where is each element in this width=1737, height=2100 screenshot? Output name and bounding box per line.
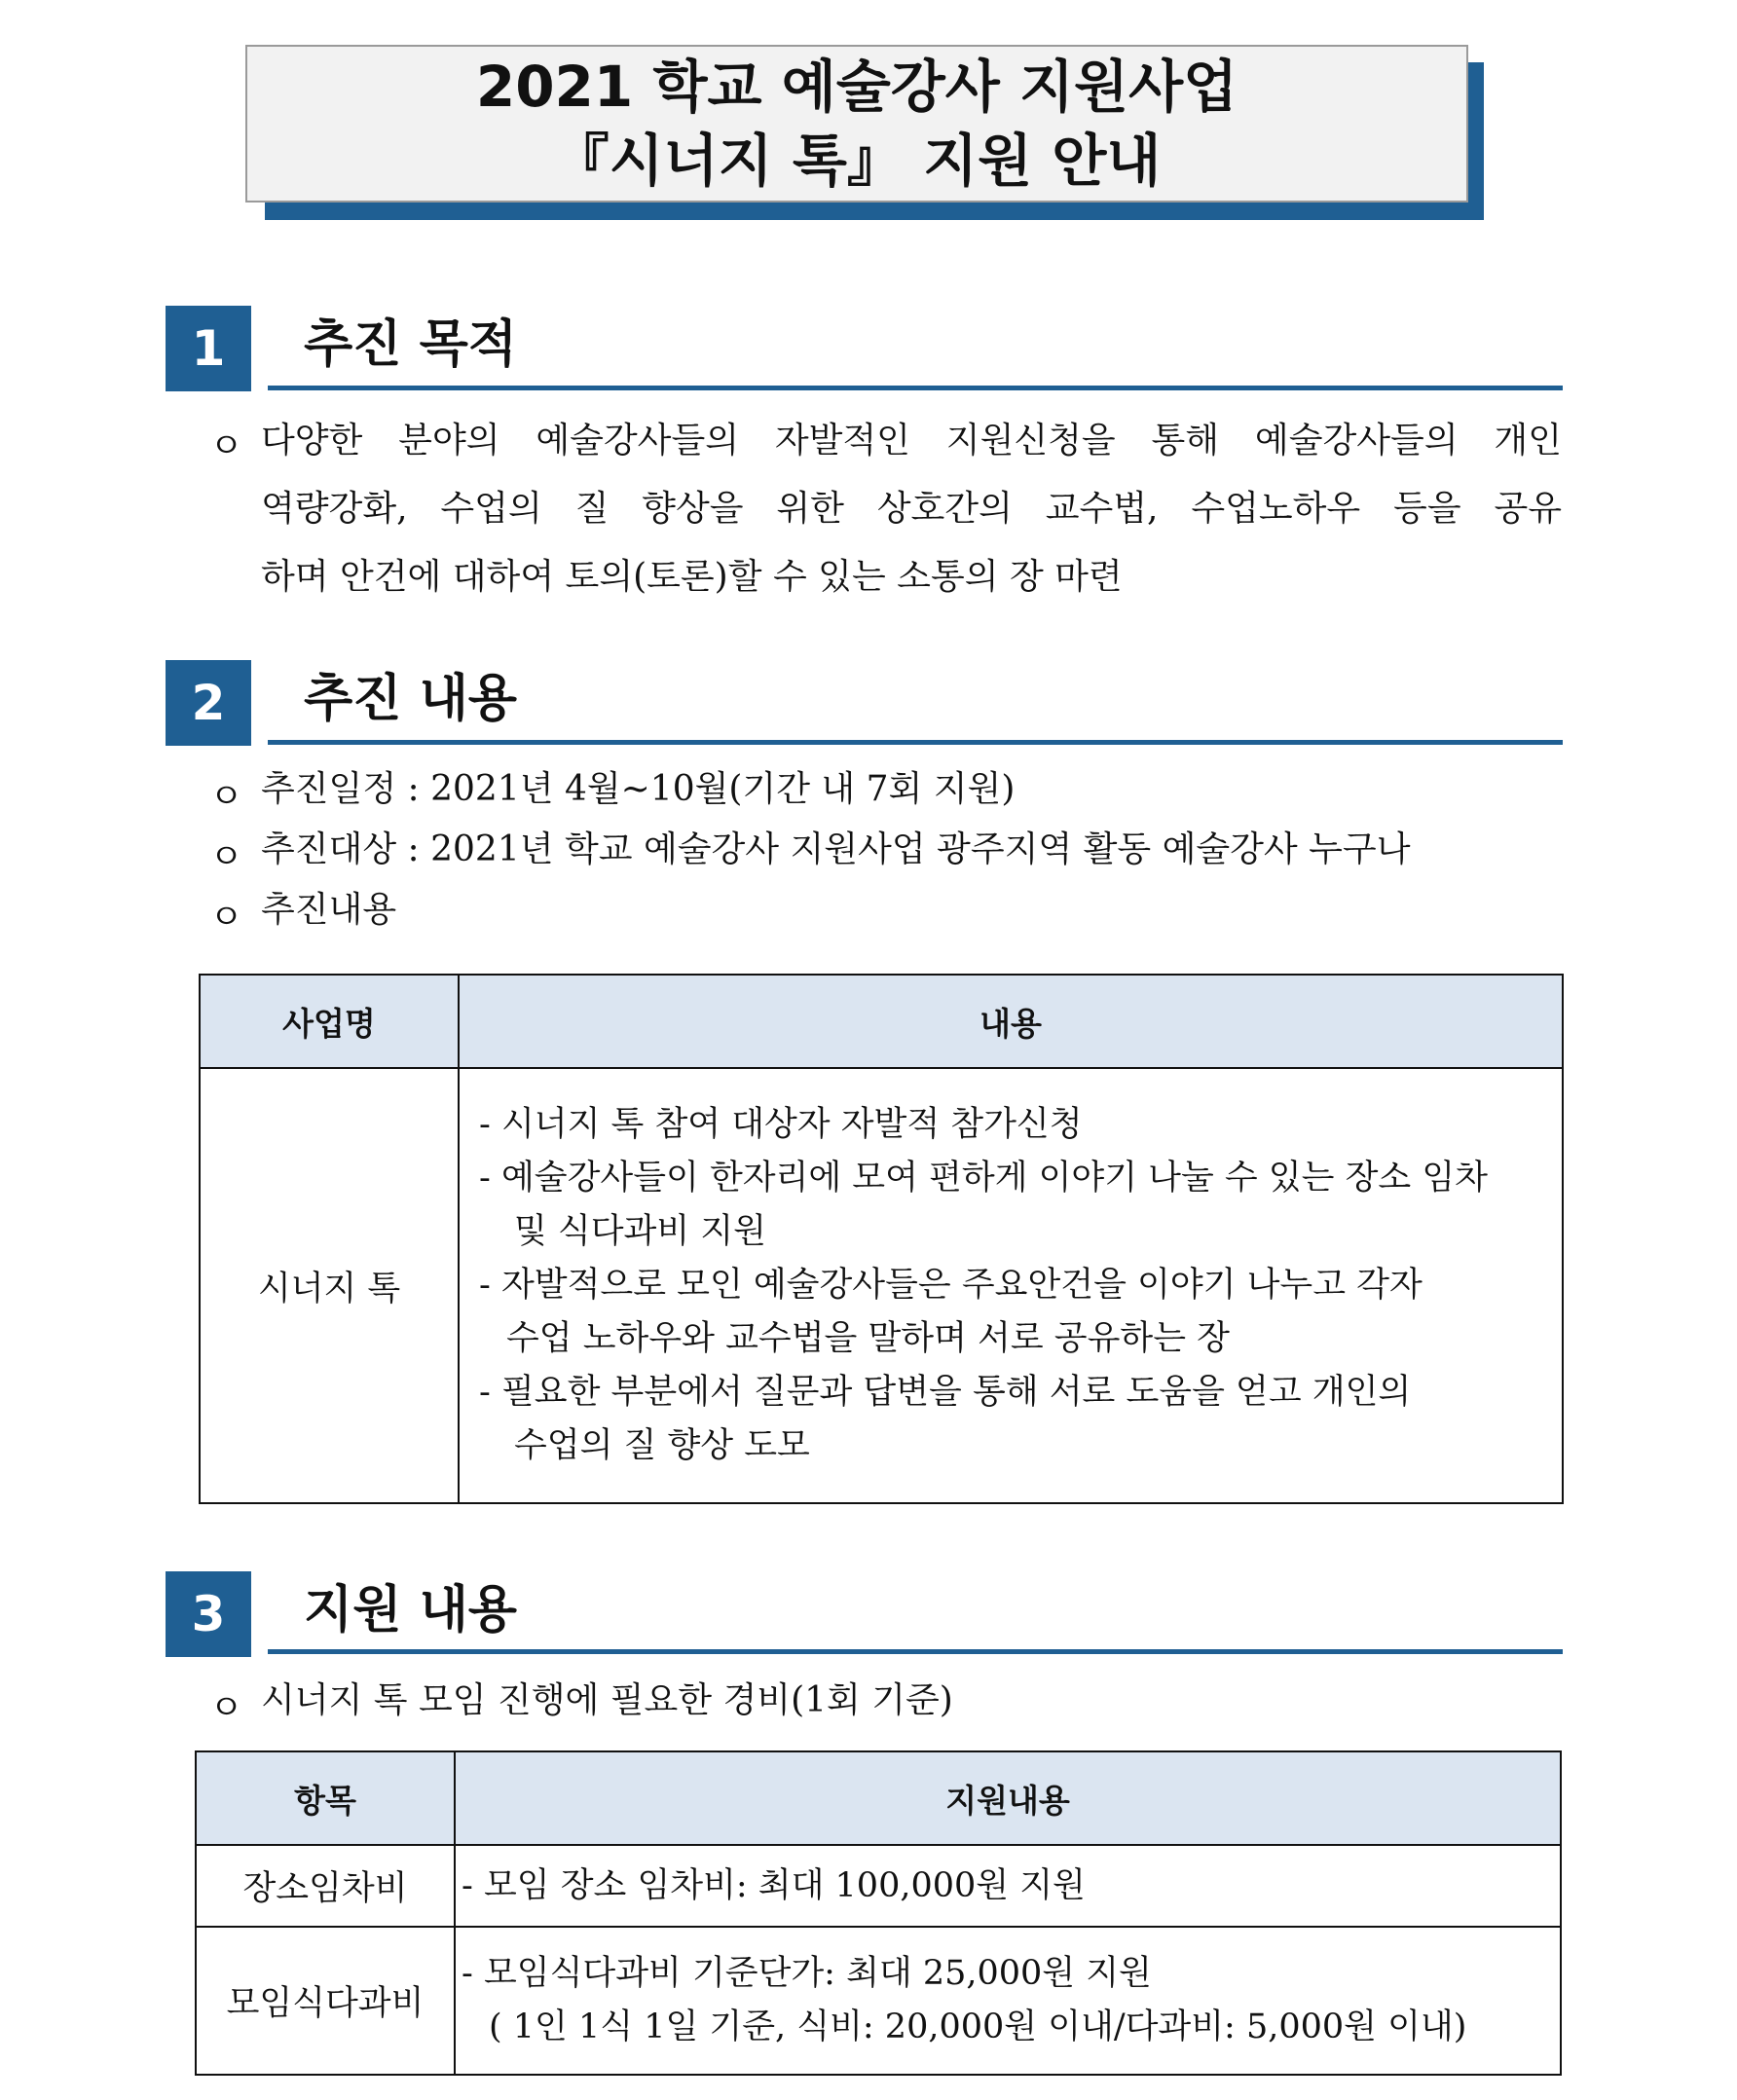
program-name-cell: 시너지 톡 [200,1068,459,1503]
meal-detail-cell [455,1927,1561,2075]
section-2-rule [268,740,1563,745]
bullet: ㅇ [209,426,243,466]
support-detail-line: ( 1인 1식 1일 기준, 식비: 20,000원 이내/다과비: 5,000원 이내) [489,2008,1467,2046]
section-2-title: 추진 내용 [304,670,518,728]
detail-line: 및 식다과비 지원 [514,1212,766,1251]
bullet: ㅇ [209,898,243,938]
rental-detail-cell [455,1845,1561,1927]
content-table [199,974,1564,1504]
detail-line: - 자발적으로 모인 예술강사들은 주요안건을 이야기 나누고 각자 [479,1266,1423,1305]
support-detail-line: - 모임 장소 임차비: 최대 100,000원 지원 [462,1865,1086,1905]
detail-line: - 예술강사들이 한자리에 모여 편하게 이야기 나눌 수 있는 장소 임차 [479,1159,1488,1197]
meal-name-cell: 모임식다과비 [196,1927,455,2075]
table-header-content: 내용 [459,975,1563,1068]
table-header-item: 항목 [196,1751,455,1845]
detail-line: - 시너지 톡 참여 대상자 자발적 참가신청 [479,1105,1083,1144]
program-detail-cell [459,1068,1563,1503]
table-header-support: 지원내용 [455,1751,1561,1845]
purpose-line-2: 역량강화, 수업의 질 향상을 위한 상호간의 교수법, 수업노하우 등을 공유 [261,489,1562,529]
rental-name-cell: 장소임차비 [196,1845,455,1927]
purpose-line-1: 다양한 분야의 예술강사들의 자발적인 지원신청을 통해 예술강사들의 개인 [261,421,1562,461]
content-item: 추진내용 [261,890,397,930]
bullet: ㅇ [209,777,243,817]
support-table [195,1750,1562,2076]
section-3-number: 3 [166,1571,251,1657]
detail-line: 수업의 질 향상 도모 [514,1426,810,1465]
detail-line: 수업 노하우와 교수법을 말하며 서로 공유하는 장 [506,1319,1230,1358]
section-3-title: 지원 내용 [304,1581,518,1639]
page-title-line2: 『시너지 톡』 지원 안내 [552,128,1162,194]
detail-line: - 필요한 부분에서 질문과 답변을 통해 서로 도움을 얻고 개인의 [479,1373,1412,1412]
support-detail-line: - 모임식다과비 기준단가: 최대 25,000원 지원 [462,1954,1152,1993]
section-2-number: 2 [166,660,251,746]
purpose-line-3: 하며 안건에 대하여 토의(토론)할 수 있는 소통의 장 마련 [261,557,1123,597]
schedule-item: 추진일정 : 2021년 4월~10월(기간 내 7회 지원) [261,769,1016,809]
section-1-number: 1 [166,306,251,391]
bullet: ㅇ [209,1688,243,1728]
page-title-line1: 2021 학교 예술강사 지원사업 [475,54,1238,120]
target-item: 추진대상 : 2021년 학교 예술강사 지원사업 광주지역 활동 예술강사 누구나 [261,829,1411,869]
section-1-rule [268,386,1563,390]
table-header-program: 사업명 [200,975,459,1068]
bullet: ㅇ [209,837,243,877]
page-title-box [245,45,1468,203]
section-3-rule [268,1649,1563,1654]
section-1-title: 추진 목적 [304,315,518,374]
support-item: 시너지 톡 모임 진행에 필요한 경비(1회 기준) [261,1680,953,1720]
